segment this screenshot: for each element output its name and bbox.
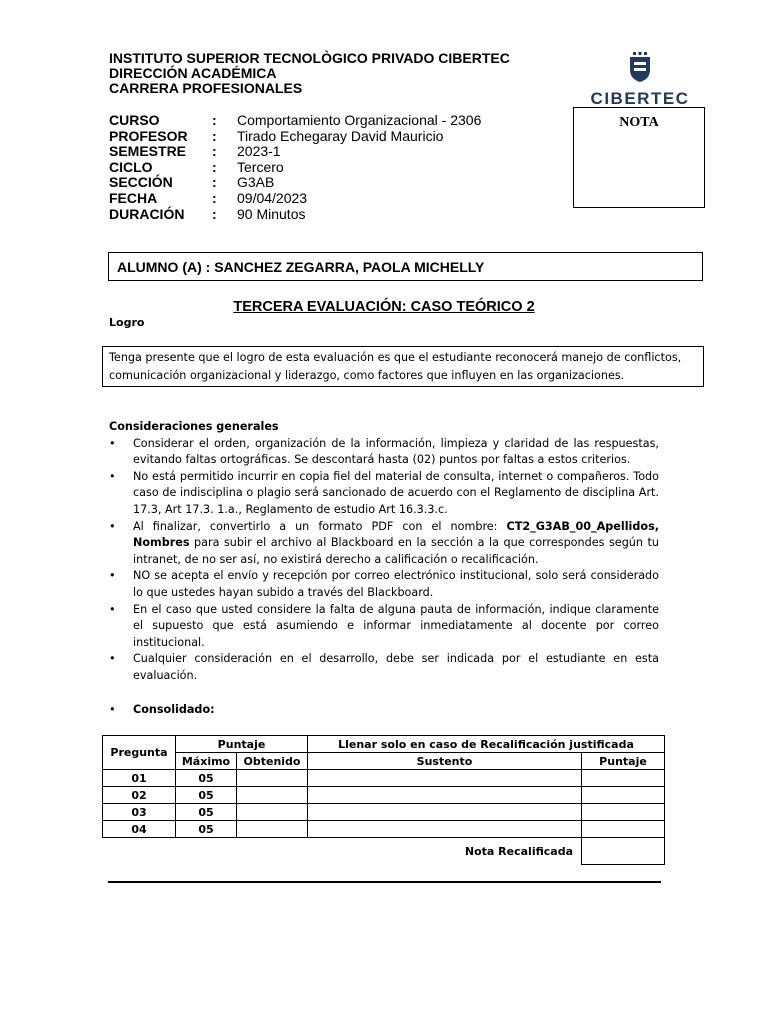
info-row: DURACIÓN : 90 Minutos — [109, 205, 306, 222]
list-item: • En el caso que usted considere la falta de alguna pauta de información, indique claramente el supuesto que está asumiendo e informar inmediatamente al docente por correo institucional. — [109, 602, 659, 649]
list-item: • Considerar el orden, organización de la información, limpieza y claridad de las respuestas, evitando faltas ortográficas. Se descontará hasta (02) puntos por faltas a estos criterios. — [109, 436, 659, 467]
exam-title: TERCERA EVALUACIÓN: CASO TEÓRICO 2 — [233, 299, 535, 315]
student-name-box: ALUMNO (A) : SANCHEZ ZEGARRA, PAOLA MICHELLY — [108, 252, 703, 281]
recal-score-cell — [582, 821, 665, 838]
question-number: 02 — [103, 787, 176, 804]
nota-recalificada-cell — [582, 838, 665, 865]
table-row — [103, 821, 665, 838]
academic-direction: DIRECCIÓN ACADÉMICA — [109, 65, 277, 81]
header-obtenido: Obtenido — [237, 753, 308, 770]
sustento-cell — [308, 804, 582, 821]
recal-score-cell — [582, 804, 665, 821]
bullet-icon: • — [109, 652, 116, 666]
bullet-icon: • — [109, 569, 116, 583]
bullet-icon: • — [109, 703, 116, 716]
consolidado-item — [109, 703, 215, 716]
institution-name: INSTITUTO SUPERIOR TECNOLÒGICO PRIVADO CIBERTEC — [109, 50, 510, 66]
max-score: 05 — [176, 787, 237, 804]
nota-recalificada-label: Nota Recalificada — [464, 844, 573, 858]
bullet-icon: • — [109, 436, 116, 450]
obtained-score-cell — [237, 770, 308, 787]
shield-icon — [627, 52, 653, 82]
logro-box: Tenga presente que el logro de esta evaluación es que el estudiante reconocerá manejo de conflictos, comunicación organizacional y liderazgo, como factores que influyen en las organizaciones. — [102, 346, 704, 387]
logro-label: Logro — [109, 316, 145, 329]
document-header — [109, 51, 510, 96]
bullet-icon: • — [109, 602, 116, 616]
list-item: • NO se acepta el envío y recepción por correo electrónico institucional, solo será considerado lo que ustedes hayan subido a través del Blackboard. — [109, 569, 659, 599]
question-number: 01 — [103, 770, 176, 787]
info-row: SECCIÓN : G3AB — [109, 174, 275, 191]
career-name: CARRERA PROFESIONALES — [109, 80, 303, 96]
header-recalificacion: Llenar solo en caso de Recalificación justificada — [308, 736, 665, 753]
obtained-score-cell — [237, 787, 308, 804]
table-row — [103, 770, 665, 787]
logo-text: CIBERTEC — [590, 89, 690, 108]
bullet-icon: • — [109, 469, 116, 483]
question-number: 04 — [103, 821, 176, 838]
max-score: 05 — [176, 804, 237, 821]
cibertec-logo — [590, 52, 690, 109]
grade-box — [573, 107, 705, 208]
table-row — [103, 804, 665, 821]
sustento-cell — [308, 821, 582, 838]
bullet-icon: • — [109, 519, 116, 533]
score-table — [102, 735, 665, 865]
info-row: FECHA : 09/04/2023 — [109, 189, 308, 206]
header-puntaje: Puntaje — [176, 736, 308, 753]
sustento-cell — [308, 770, 582, 787]
header-maximo: Máximo — [176, 753, 237, 770]
sustento-cell — [308, 787, 582, 804]
bottom-divider — [108, 881, 661, 883]
max-score: 05 — [176, 770, 237, 787]
considerations-list — [109, 436, 659, 685]
grade-label: NOTA — [619, 115, 659, 130]
question-number: 03 — [103, 804, 176, 821]
consolidado-label: Consolidado: — [133, 703, 215, 716]
info-row: SEMESTRE : 2023-1 — [109, 143, 281, 160]
recal-score-cell — [582, 770, 665, 787]
list-item: • Al finalizar, convertirlo a un formato PDF con el nombre: CT2_G3AB_00_Apellidos, Nombres para subir el archivo al Blackboard en la sección a la que correspondes según tu intranet, de no ser así, no existirá derecho a calificación o recalificación. — [109, 519, 659, 566]
general-considerations — [109, 419, 659, 685]
table-row — [103, 787, 665, 804]
list-item: • No está permitido incurrir en copia fiel del material de consulta, internet o compañeros. Todo caso de indisciplina o plagio será sancionado de acuerdo con el Reglamento de disciplina Art. 17.3, Art 17.3. 1.a., Reglamento de estudio Art 16.3.3.c. — [109, 469, 659, 516]
obtained-score-cell — [237, 804, 308, 821]
max-score: 05 — [176, 821, 237, 838]
course-info — [109, 113, 481, 222]
list-item: • Cualquier consideración en el desarrollo, debe ser indicada por el estudiante en esta evaluación. — [109, 652, 659, 682]
recal-score-cell — [582, 787, 665, 804]
obtained-score-cell — [237, 821, 308, 838]
header-pregunta: Pregunta — [103, 736, 176, 770]
header-puntaje-recal: Puntaje — [582, 753, 665, 770]
info-row: CURSO : Comportamiento Organizacional - 2306 — [109, 112, 482, 128]
header-sustento: Sustento — [308, 753, 582, 770]
info-row: CICLO : Tercero — [109, 158, 284, 175]
considerations-heading: Consideraciones generales — [109, 420, 279, 433]
file-name-format: CT2_G3AB_00_Apellidos, Nombres — [133, 519, 659, 550]
info-row: PROFESOR : Tirado Echegaray David Mauricio — [109, 127, 444, 144]
